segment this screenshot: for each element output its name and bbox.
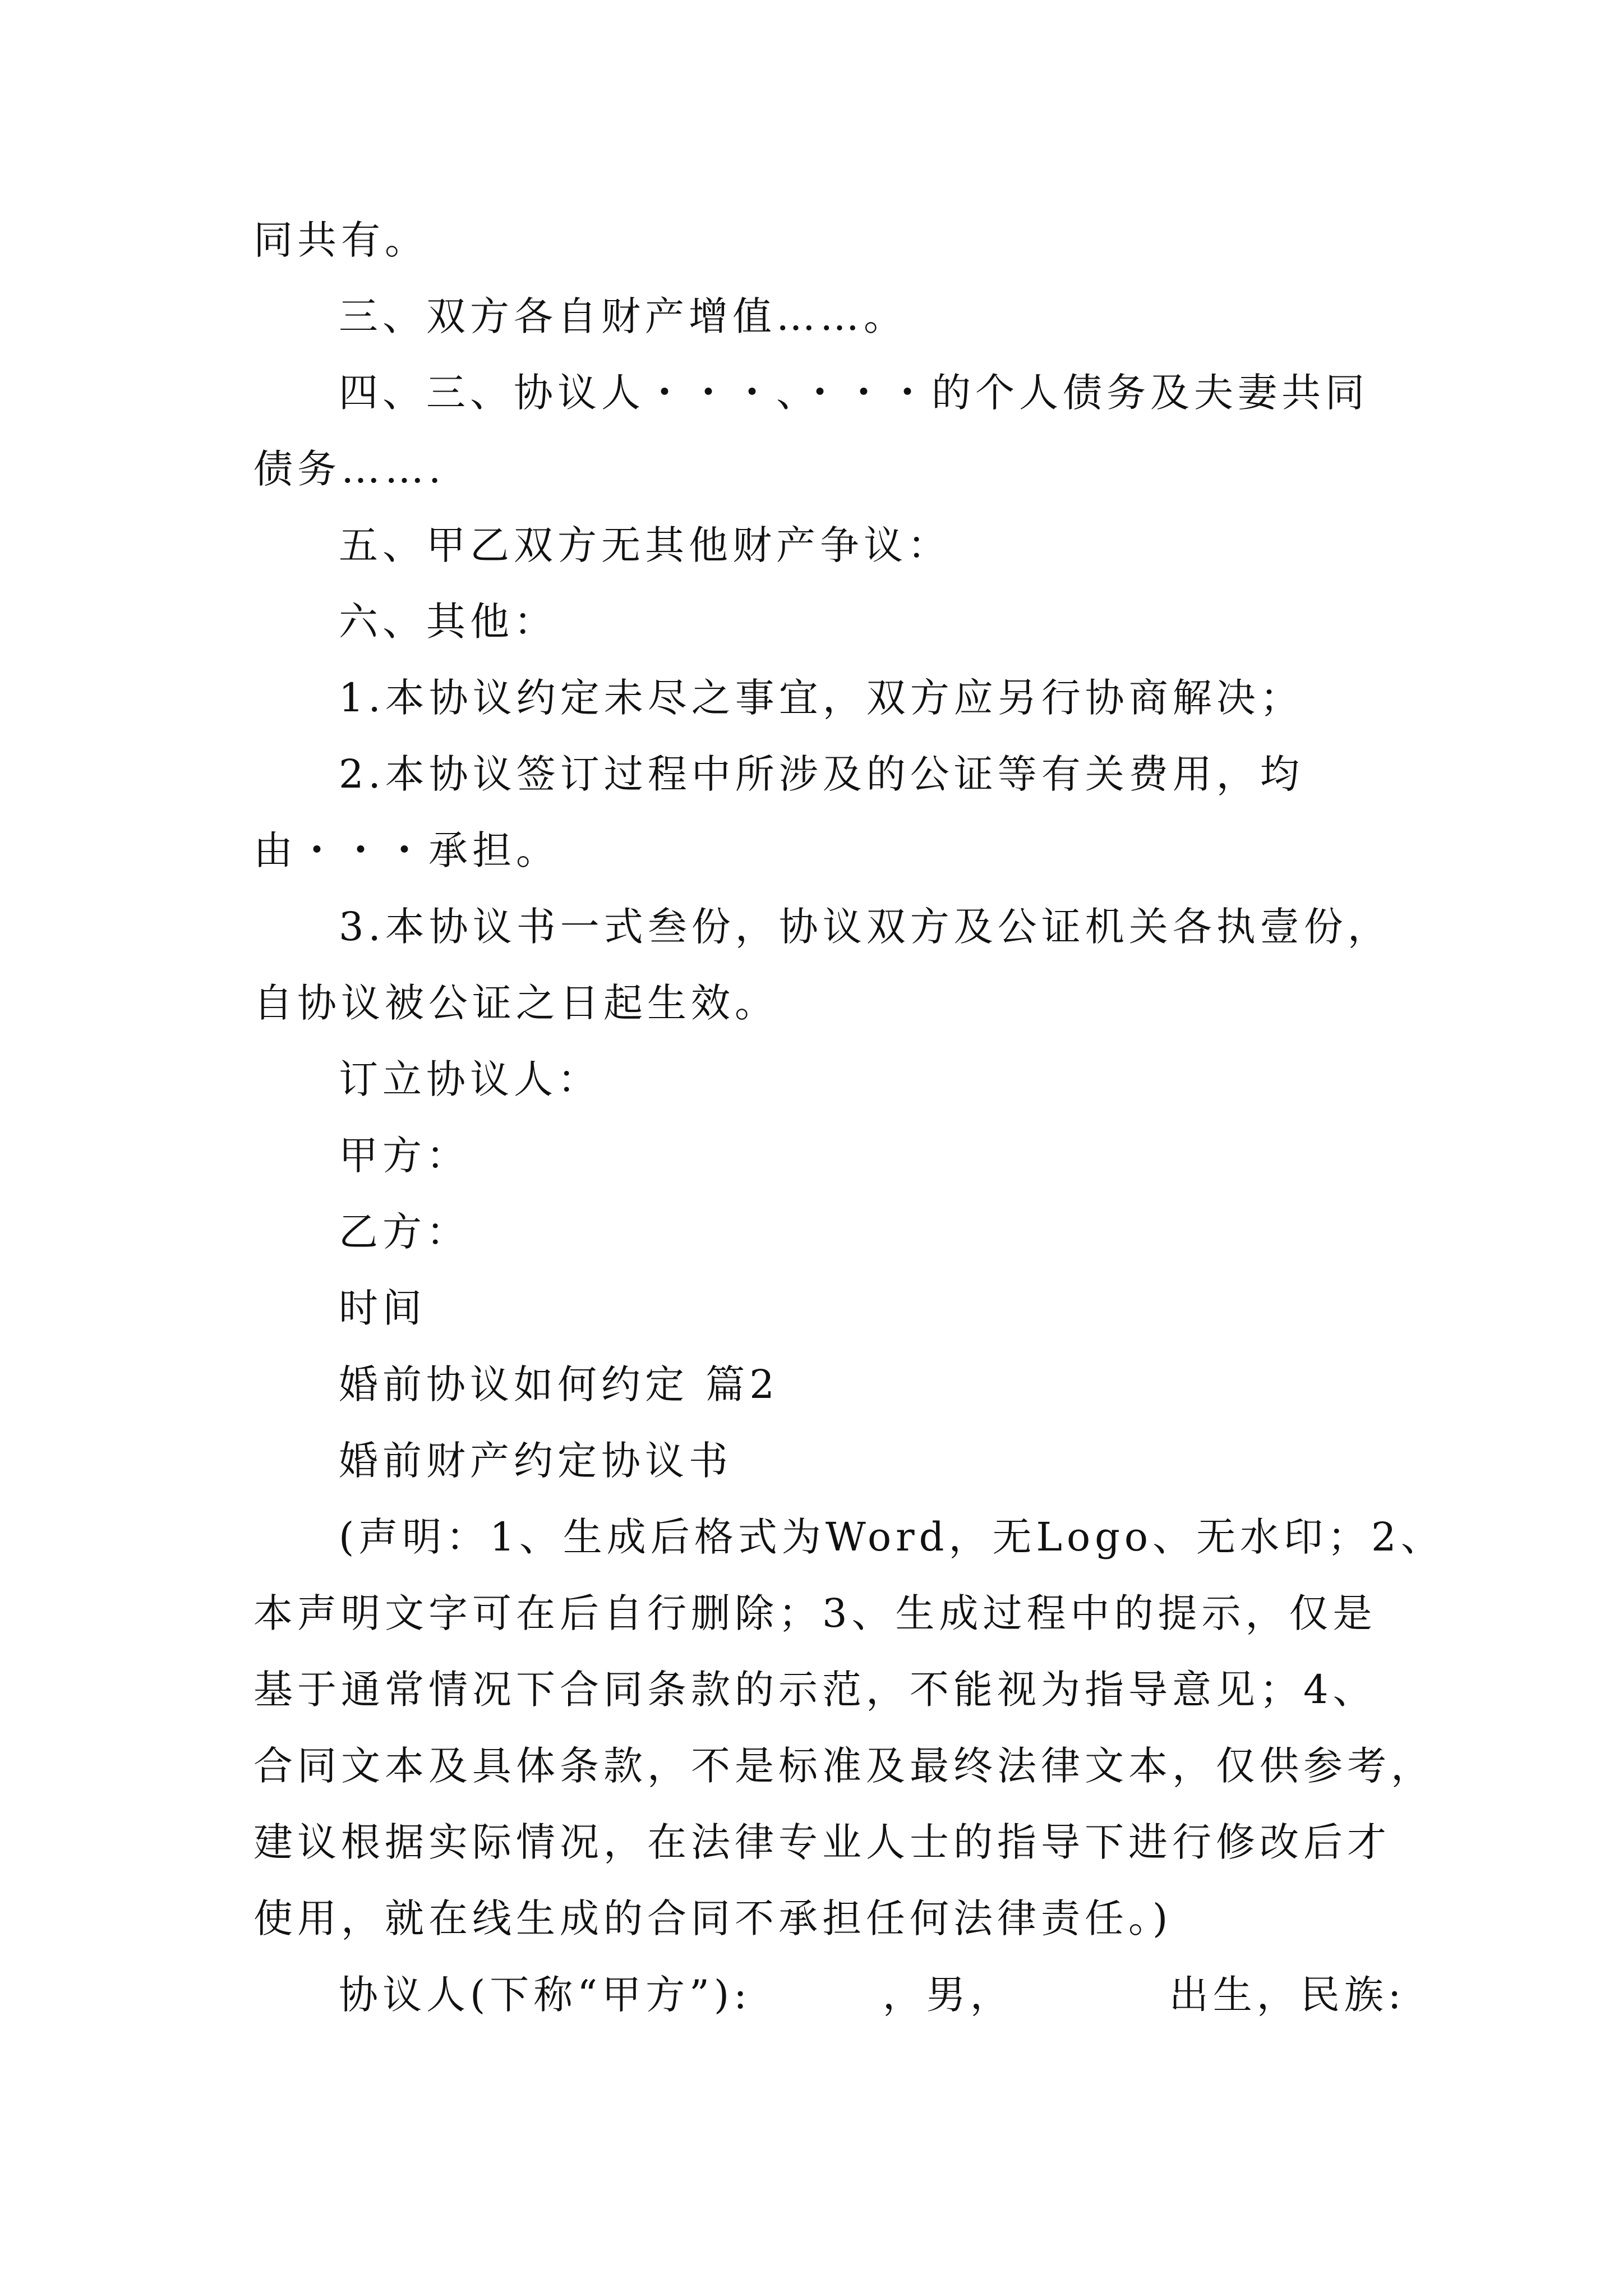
text-line: 四、三、协议人・・・、・・・的个人债务及夫妻共同 bbox=[339, 370, 1369, 416]
text-line: 五、甲乙双方无其他财产争议： bbox=[339, 522, 951, 568]
text-line: 2.本协议签订过程中所涉及的公证等有关费用，均 bbox=[339, 751, 1304, 797]
text-line: 债务……. bbox=[253, 446, 446, 492]
text-line: 1.本协议约定未尽之事宜，双方应另行协商解决； bbox=[339, 675, 1304, 721]
text-line: 本声明文字可在后自行删除；3、生成过程中的提示，仅是 bbox=[253, 1590, 1377, 1636]
section-heading: 婚前协议如何约定 篇2 bbox=[339, 1361, 779, 1407]
text-line: 由・・・承担。 bbox=[253, 827, 560, 873]
text-line: 乙方： bbox=[339, 1209, 470, 1255]
text-line: 时间 bbox=[339, 1285, 426, 1331]
text-line: 自协议被公证之日起生效。 bbox=[253, 980, 778, 1026]
text-line: 三、双方各自财产增值……。 bbox=[339, 293, 907, 339]
text-line: 合同文本及具体条款，不是标准及最终法律文本，仅供参考， bbox=[253, 1743, 1435, 1789]
text-line: 六、其他： bbox=[339, 599, 557, 645]
text-line: 3.本协议书一式叁份，协议双方及公证机关各执壹份， bbox=[339, 904, 1391, 950]
text-line: 同共有。 bbox=[253, 217, 428, 263]
text-line: 基于通常情况下合同条款的示范，不能视为指导意见；4、 bbox=[253, 1667, 1377, 1713]
document-body bbox=[253, 202, 1445, 2033]
text-line: (声明：1、生成后格式为Word，无Logo、无水印；2、 bbox=[339, 1514, 1445, 1560]
text-line: 协议人(下称“甲方”): ，男， 出生，民族: bbox=[339, 1972, 1406, 2018]
document-title: 婚前财产约定协议书 bbox=[339, 1438, 732, 1484]
text-line: 使用，就在线生成的合同不承担任何法律责任。) bbox=[253, 1895, 1173, 1941]
text-line: 甲方： bbox=[339, 1133, 470, 1179]
text-line: 订立协议人： bbox=[339, 1056, 601, 1102]
text-line: 建议根据实际情况，在法律专业人士的指导下进行修改后才 bbox=[253, 1819, 1391, 1865]
